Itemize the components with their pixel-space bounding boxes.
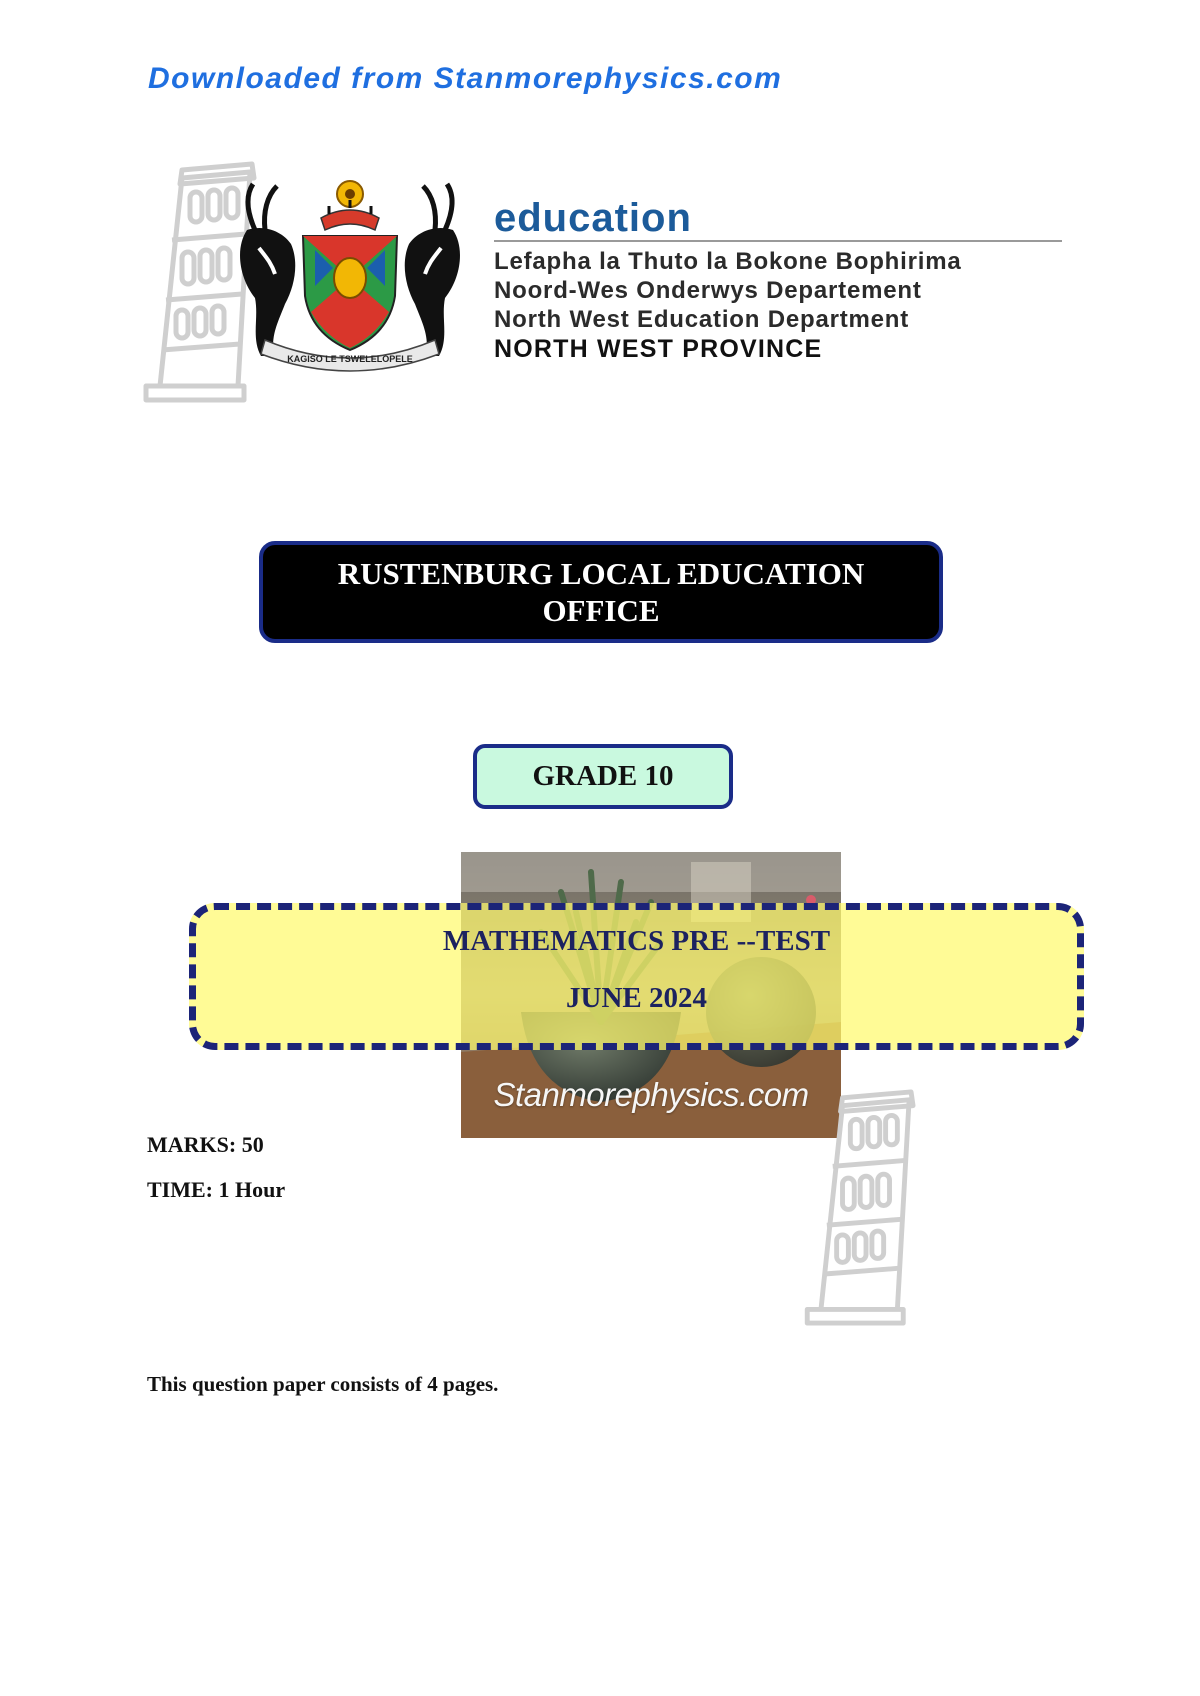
sunflower-crest-icon [321,181,379,230]
office-line-2: OFFICE [542,593,660,628]
dept-line-province: NORTH WEST PROVINCE [494,335,823,363]
office-line-1: RUSTENBURG LOCAL EDUCATION [337,556,865,591]
motto-text: KAGISO LE TSWELELOPELE [287,354,413,364]
dept-line-setswana: Lefapha la Thuto la Bokone Bophirima [494,248,962,275]
dept-line-english: North West Education Department [494,306,910,333]
shield-icon [303,236,397,350]
subject-date: JUNE 2024 [566,982,707,1014]
office-title-box [259,541,943,643]
coat-of-arms-icon [225,178,475,373]
marks-info: MARKS: 50 [147,1132,264,1157]
download-banner[interactable]: Downloaded from Stanmorephysics.com [148,62,783,95]
dept-line-afrikaans: Noord-Wes Onderwys Departement [494,277,922,304]
subject-title: MATHEMATICS PRE --TEST [442,925,831,957]
pages-note: This question paper consists of 4 pages. [147,1372,499,1396]
antelope-right-icon [405,184,460,356]
education-wordmark: education [494,196,692,240]
plant-image-caption: Stanmorephysics.com [493,1076,809,1113]
antelope-left-icon [240,184,295,356]
grade-box: GRADE 10 [473,744,733,809]
pisa-tower-watermark-icon [802,1088,932,1328]
education-divider [494,240,1062,242]
time-info: TIME: 1 Hour [147,1177,286,1202]
